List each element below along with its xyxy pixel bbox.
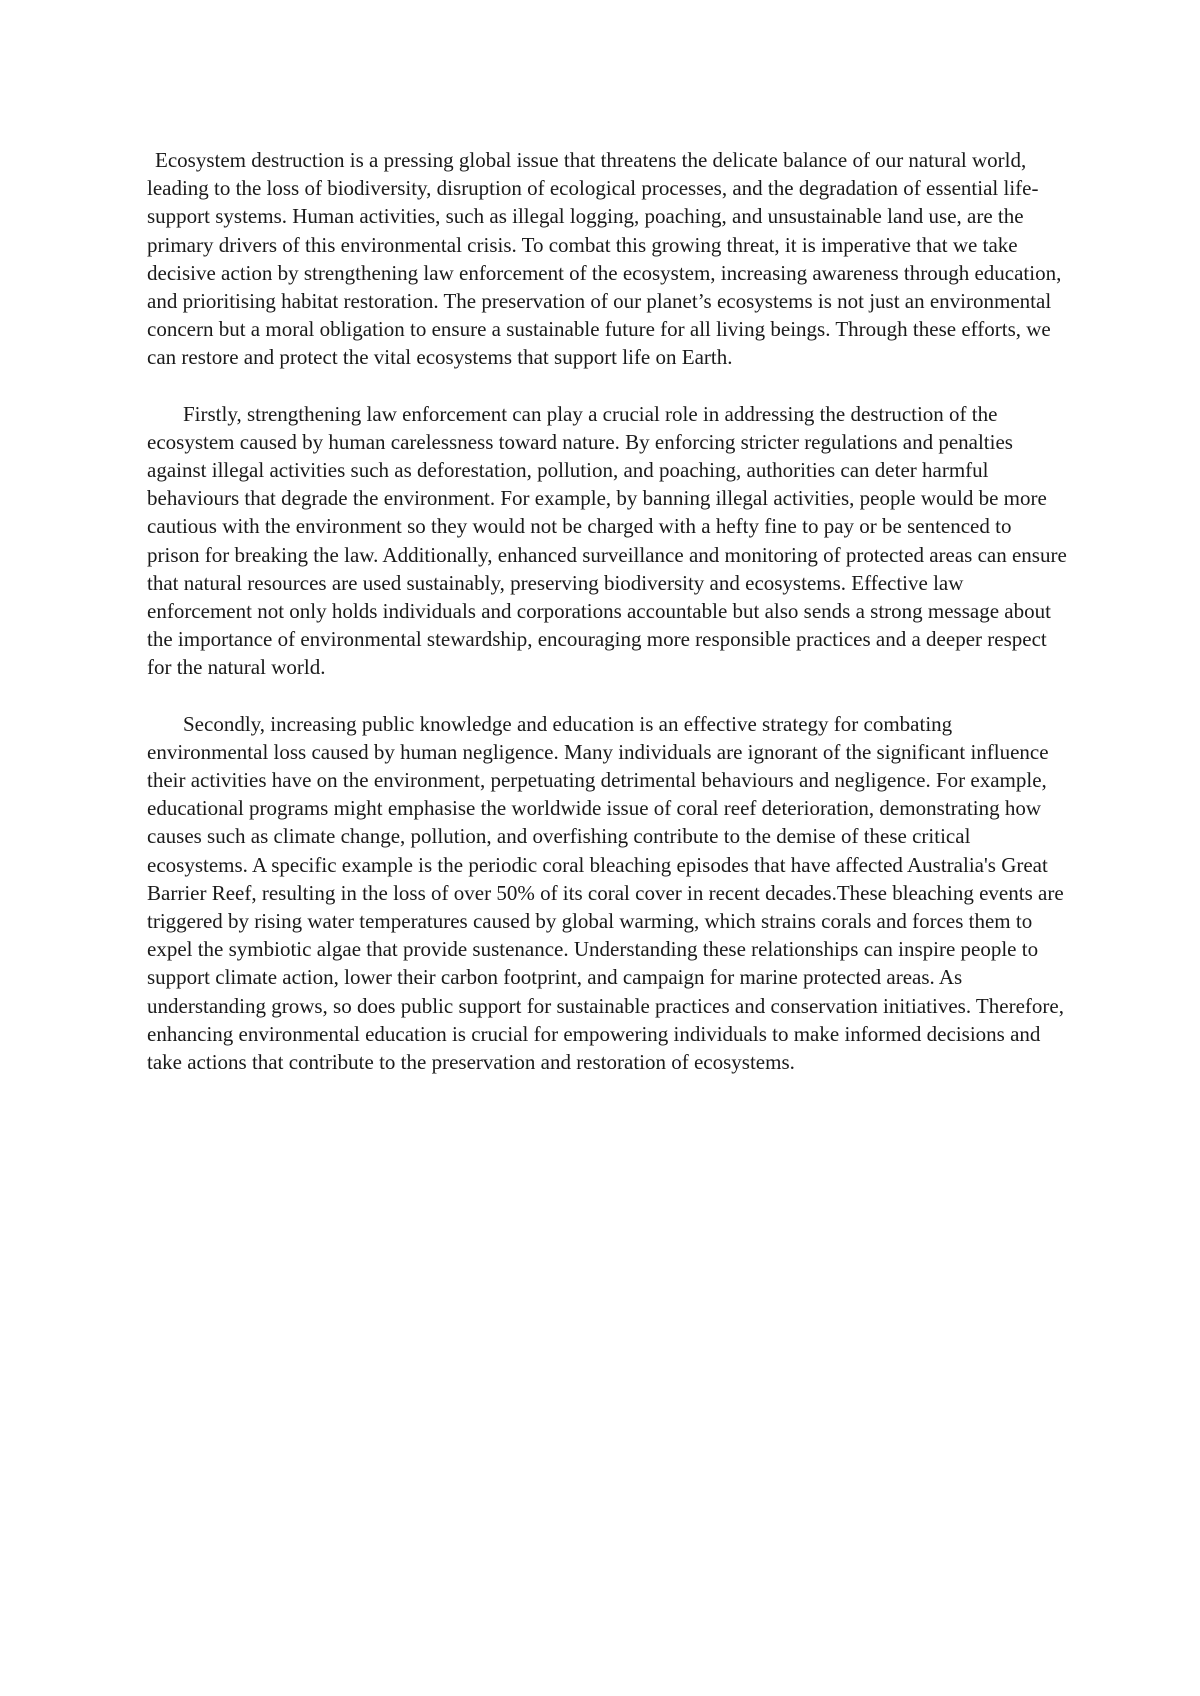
paragraph-law-enforcement: Firstly, strengthening law enforcement can play a crucial role in addressing the destruction of the ecosystem caused by human carelessness toward nature. By enforcing stricter regulations and penalties against illegal activities such as deforestation, pollution, and poaching, authorities can deter harmful behaviours that degrade the environment. For example, by banning illegal activities, people would be more cautious with the environment so they would not be charged with a hefty fine to pay or be sentenced to prison for breaking the law. Additionally, enhanced surveillance and monitoring of protected areas can ensure that natural resources are used sustainably, preserving biodiversity and ecosystems. Effective law enforcement not only holds individuals and corporations accountable but also sends a strong message about the importance of environmental stewardship, encouraging more responsible practices and a deeper respect for the natural world. — [147, 401, 1067, 680]
paragraph-education: Secondly, increasing public knowledge and education is an effective strategy for combating environmental loss caused by human negligence. Many individuals are ignorant of the significant influence their activities have on the environment, perpetuating detrimental behaviours and negligence. For example, educational programs might emphasise the worldwide issue of coral reef deterioration, demonstrating how causes such as climate change, pollution, and overfishing contribute to the demise of these critical ecosystems. A specific example is the periodic coral bleaching episodes that have affected Australia's Great Barrier Reef, resulting in the loss of over 50% of its coral cover in recent decades.These bleaching events are triggered by rising water temperatures caused by global warming, which strains corals and forces them to expel the symbiotic algae that provide sustenance. Understanding these relationships can inspire people to support climate action, lower their carbon footprint, and campaign for marine protected areas. As understanding grows, so does public support for sustainable practices and conservation initiatives. Therefore, enhancing environmental education is crucial for empowering individuals to make informed decisions and take actions that contribute to the preservation and restoration of ecosystems. — [147, 711, 1064, 1075]
document-body — [147, 146, 1067, 1104]
paragraph-introduction: Ecosystem destruction is a pressing global issue that threatens the delicate balance of our natural world, leading to the loss of biodiversity, disruption of ecological processes, and the degradation of essential life-support systems. Human activities, such as illegal logging, poaching, and unsustainable land use, are the primary drivers of this environmental crisis. To combat this growing threat, it is imperative that we take decisive action by strengthening law enforcement of the ecosystem, increasing awareness through education, and prioritising habitat restoration. The preservation of our planet’s ecosystems is not just an environmental concern but a moral obligation to ensure a sustainable future for all living beings. Through these efforts, we can restore and protect the vital ecosystems that support life on Earth. — [147, 148, 1062, 370]
